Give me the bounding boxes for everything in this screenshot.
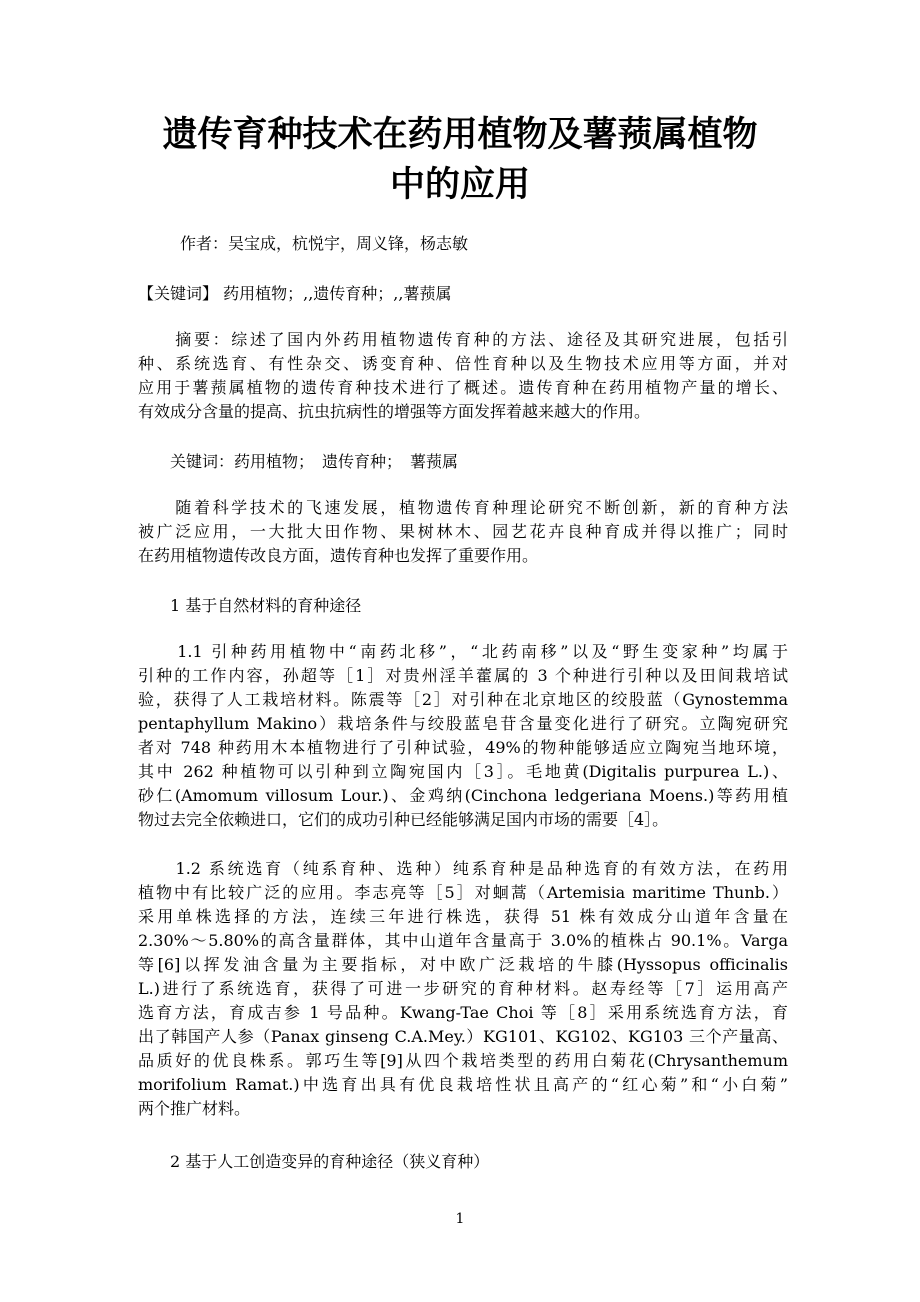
authors: 作者：吴宝成，杭悦宇，周义锋，杨志敏 xyxy=(180,234,469,253)
p11-line: 引种的工作内容，孙超等［1］对贵州淫羊藿属的 3 个种进行引种以及田间栽培试 xyxy=(138,666,788,685)
p12-line: 品质好的优良株系。郭巧生等[9]从四个栽培类型的药用白菊花(Chrysanthemum xyxy=(138,1051,788,1070)
p12-line: 植物中有比较广泛的应用。李志亮等［5］对蛔蒿（Artemisia maritime Thunb.） xyxy=(138,883,788,902)
p12-line: 两个推广材料。 xyxy=(138,1099,251,1118)
p11-line: 1.1 引种药用植物中“南药北移”，“北药南移”以及“野生变家种”均属于 xyxy=(138,642,788,661)
intro-paragraph xyxy=(138,496,788,568)
p12-line: 出了韩国产人参（Panax ginseng C.A.Mey.）KG101、KG102、KG103 三个产量高、 xyxy=(138,1027,788,1046)
keywords-value: 药用植物；,,遗传育种；,,薯蓣属 xyxy=(223,284,452,303)
keywords-line: 关键词：药用植物； 遗传育种； 薯蓣属 xyxy=(138,452,459,471)
abstract xyxy=(138,328,788,424)
page-number: 1 xyxy=(455,1211,465,1227)
paragraph-1-2 xyxy=(138,857,788,1121)
p12-line: morifolium Ramat.)中选育出具有优良栽培性状且高产的“红心菊”和“小白菊” xyxy=(138,1075,788,1094)
p12-line: 等[6]以挥发油含量为主要指标，对中欧广泛栽培的牛膝(Hyssopus officinalis xyxy=(138,955,788,974)
intro-line: 在药用植物遗传改良方面，遗传育种也发挥了重要作用。 xyxy=(138,546,539,565)
intro-line: 被广泛应用，一大批大田作物、果树林木、园艺花卉良种育成并得以推广；同时 xyxy=(138,522,788,541)
section-1-heading: 1 基于自然材料的育种途径 xyxy=(138,596,362,615)
paragraph-1-1 xyxy=(138,640,788,832)
p11-line: 砂仁(Amomum villosum Lour.)、金鸡纳(Cinchona ledgeriana Moens.)等药用植 xyxy=(138,786,788,805)
abstract-line: 种、系统选育、有性杂交、诱变育种、倍性育种以及生物技术应用等方面，并对 xyxy=(138,354,788,373)
p12-line: 2.30%～5.80%的高含量群体，其中山道年含量高于 3.0%的植株占 90.1%。Varga xyxy=(138,931,788,950)
title-line-2: 中的应用 xyxy=(389,165,530,205)
title-line-1: 遗传育种技术在药用植物及薯蓣属植物 xyxy=(162,115,758,155)
p12-line: 采用单株选择的方法，连续三年进行株选，获得 51 株有效成分山道年含量在 xyxy=(138,907,788,926)
p11-line: 物过去完全依赖进口，它们的成功引种已经能够满足国内市场的需要［4］。 xyxy=(138,810,669,829)
section-2-heading: 2 基于人工创造变异的育种途径（狭义育种） xyxy=(138,1152,490,1171)
abstract-line: 有效成分含量的提高、抗虫抗病性的增强等方面发挥着越来越大的作用。 xyxy=(138,402,651,421)
p11-line: 其中 262 种植物可以引种到立陶宛国内［3］。毛地黄(Digitalis purpurea L.)、 xyxy=(138,762,788,781)
keywords-header xyxy=(138,284,451,304)
p11-line: 验，获得了人工栽培材料。陈震等［2］对引种在北京地区的绞股蓝（Gynostemma xyxy=(138,690,788,709)
abstract-line: 摘要：综述了国内外药用植物遗传育种的方法、途径及其研究进展，包括引 xyxy=(138,330,788,349)
keywords-label: 【关键词】 xyxy=(138,284,219,303)
p12-line: L.)进行了系统选育，获得了可进一步研究的育种材料。赵寿经等［7］运用高产 xyxy=(138,979,788,998)
p11-line: pentaphyllum Makino）栽培条件与绞股蓝皂苷含量变化进行了研究。立陶宛研究 xyxy=(138,714,788,733)
intro-line: 随着科学技术的飞速发展，植物遗传育种理论研究不断创新，新的育种方法 xyxy=(138,498,788,517)
p12-line: 选育方法，育成吉参 1 号品种。Kwang-Tae Choi 等［8］采用系统选育方法，育 xyxy=(138,1003,788,1022)
p12-line: 1.2 系统选育（纯系育种、选种）纯系育种是品种选育的有效方法，在药用 xyxy=(138,859,788,878)
paper-title xyxy=(0,110,920,210)
abstract-line: 应用于薯蓣属植物的遗传育种技术进行了概述。遗传育种在药用植物产量的增长、 xyxy=(138,378,788,397)
p11-line: 者对 748 种药用木本植物进行了引种试验，49%的物种能够适应立陶宛当地环境， xyxy=(138,738,788,757)
